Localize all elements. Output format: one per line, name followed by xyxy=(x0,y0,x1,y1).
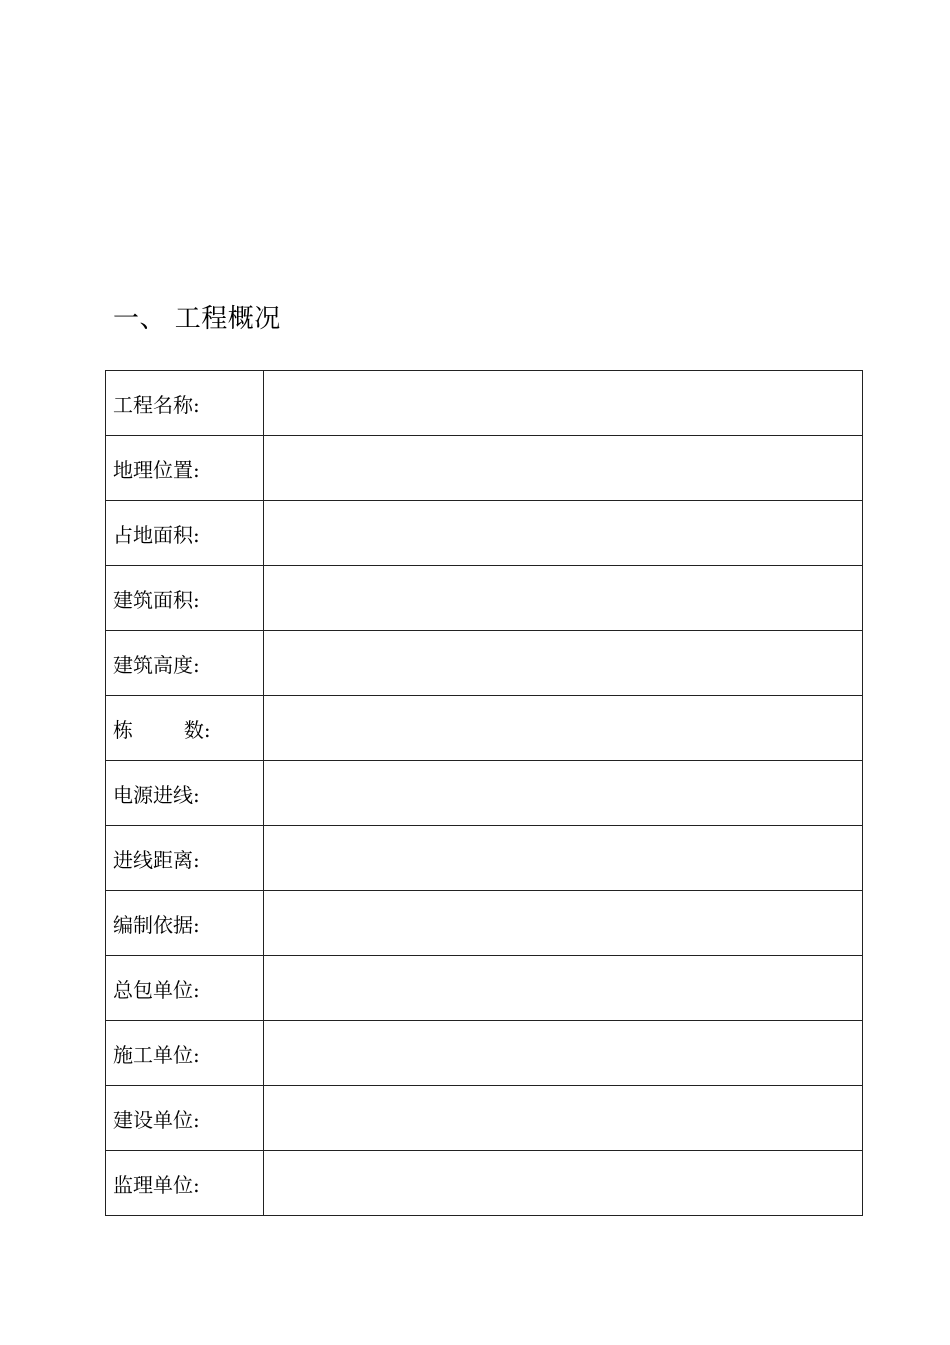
basis-label: 编制依据: xyxy=(106,891,264,956)
owner-unit-value[interactable] xyxy=(264,1086,863,1151)
table-row xyxy=(106,631,863,696)
table-row xyxy=(106,436,863,501)
table-row xyxy=(106,501,863,566)
building-area-value[interactable] xyxy=(264,566,863,631)
construction-unit-value[interactable] xyxy=(264,1021,863,1086)
table-row xyxy=(106,1151,863,1216)
building-count-label: 栋 数: xyxy=(106,696,264,761)
basis-value[interactable] xyxy=(264,891,863,956)
land-area-value[interactable] xyxy=(264,501,863,566)
table-row xyxy=(106,696,863,761)
power-inlet-label: 电源进线: xyxy=(106,761,264,826)
table-row xyxy=(106,566,863,631)
power-inlet-value[interactable] xyxy=(264,761,863,826)
building-height-label: 建筑高度: xyxy=(106,631,264,696)
construction-unit-label: 施工单位: xyxy=(106,1021,264,1086)
table-row xyxy=(106,1021,863,1086)
building-area-label: 建筑面积: xyxy=(106,566,264,631)
table-row xyxy=(106,371,863,436)
table-row xyxy=(106,826,863,891)
owner-unit-label: 建设单位: xyxy=(106,1086,264,1151)
supervision-unit-value[interactable] xyxy=(264,1151,863,1216)
land-area-label: 占地面积: xyxy=(106,501,264,566)
table-row xyxy=(106,761,863,826)
building-height-value[interactable] xyxy=(264,631,863,696)
building-count-value[interactable] xyxy=(264,696,863,761)
table-row xyxy=(106,956,863,1021)
general-contractor-value[interactable] xyxy=(264,956,863,1021)
project-name-value[interactable] xyxy=(264,371,863,436)
location-value[interactable] xyxy=(264,436,863,501)
table-row xyxy=(106,1086,863,1151)
inlet-distance-value[interactable] xyxy=(264,826,863,891)
supervision-unit-label: 监理单位: xyxy=(106,1151,264,1216)
location-label: 地理位置: xyxy=(106,436,264,501)
section-title: 一、 工程概况 xyxy=(113,304,281,334)
project-name-label: 工程名称: xyxy=(106,371,264,436)
general-contractor-label: 总包单位: xyxy=(106,956,264,1021)
inlet-distance-label: 进线距离: xyxy=(106,826,264,891)
project-overview-table xyxy=(105,370,863,1216)
table-row xyxy=(106,891,863,956)
